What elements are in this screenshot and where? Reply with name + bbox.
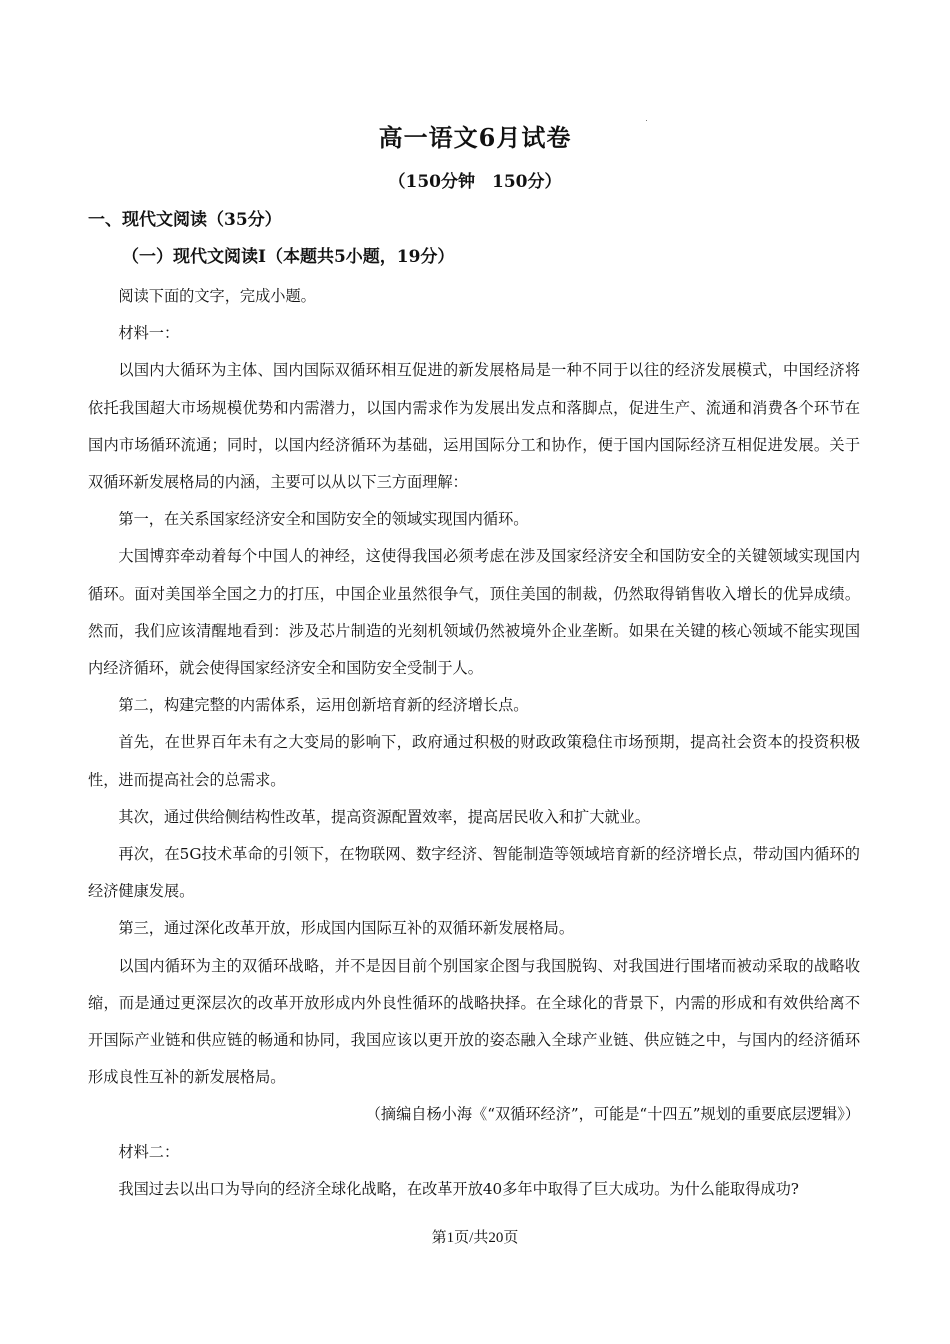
subsection-heading: （一）现代文阅读Ⅰ（本题共5小题，19分） — [122, 247, 455, 267]
material-label: 材料二： — [118, 1142, 180, 1161]
paragraph: 以国内大循环为主体、国内国际双循环相互促进的新发展格局是一种不同于以往的经济发展模式，中国经济将依托我国超大市场规模优势和内需潜力，以国内需求作为发展出发点和落脚点，促进生产、流通和消费各个环节在国内市场循环流通；同时，以国内经济循环为基础，运用国际分工和协作，便于国内国际经济互相促进发展。关于双循环新发展格局的内涵，主要可以从以下三方面理解： — [88, 361, 860, 492]
material-label: 材料一： — [118, 324, 180, 343]
paragraph: 第二，构建完整的内需体系，运用创新培育新的经济增长点。 — [118, 696, 529, 715]
source-citation: （摘编自杨小海《“双循环经济”，可能是“十四五”规划的重要底层逻辑》） — [365, 1105, 860, 1124]
exam-duration-score: （150分钟 150分） — [388, 172, 562, 192]
section-heading: 一、现代文阅读（35分） — [88, 210, 282, 230]
instruction: 阅读下面的文字，完成小题。 — [118, 287, 316, 305]
paragraph: 大国博弈牵动着每个中国人的神经，这使得我国必须考虑在涉及国家经济安全和国防安全的关键领域实现国内循环。面对美国举全国之力的打压，中国企业虽然很争气，顶住美国的制裁，仍然取得销售收入增长的优异成绩。然而，我们应该清醒地看到：涉及芯片制造的光刻机领域仍然被境外企业垄断。如果在关键的核心领域不能实现国内经济循环，就会使得国家经济安全和国防安全受制于人。 — [88, 547, 860, 678]
paragraph: 我国过去以出口为导向的经济全球化战略，在改革开放40多年中取得了巨大成功。为什么能取得成功? — [118, 1179, 799, 1198]
paragraph: 第一，在关系国家经济安全和国防安全的领域实现国内循环。 — [118, 510, 529, 529]
paragraph: 以国内循环为主的双循环战略，并不是因目前个别国家企图与我国脱钩、对我国进行围堵而被动采取的战略收缩，而是通过更深层次的改革开放形成内外良性循环的战略抉择。在全球化的背景下，内需的形成和有效供给离不开国际产业链和供应链的畅通和协同，我国应该以更开放的姿态融入全球产业链、供应链之中，与国内的经济循环形成良性互补的新发展格局。 — [88, 956, 860, 1087]
paragraph: 第三，通过深化改革开放，形成国内国际互补的双循环新发展格局。 — [118, 919, 575, 938]
passage-body — [88, 278, 860, 1208]
paragraph: 首先，在世界百年未有之大变局的影响下，政府通过积极的财政政策稳住市场预期，提高社会资本的投资积极性，进而提高社会的总需求。 — [88, 733, 860, 789]
page-title: 高一语文6月试卷 — [378, 123, 572, 152]
paragraph: 其次，通过供给侧结构性改革，提高资源配置效率，提高居民收入和扩大就业。 — [118, 807, 650, 826]
paragraph: 再次，在5G技术革命的引领下，在物联网、数字经济、智能制造等领域培育新的经济增长点，带动国内循环的经济健康发展。 — [88, 845, 860, 901]
page-number: 第1页/共20页 — [431, 1230, 519, 1246]
